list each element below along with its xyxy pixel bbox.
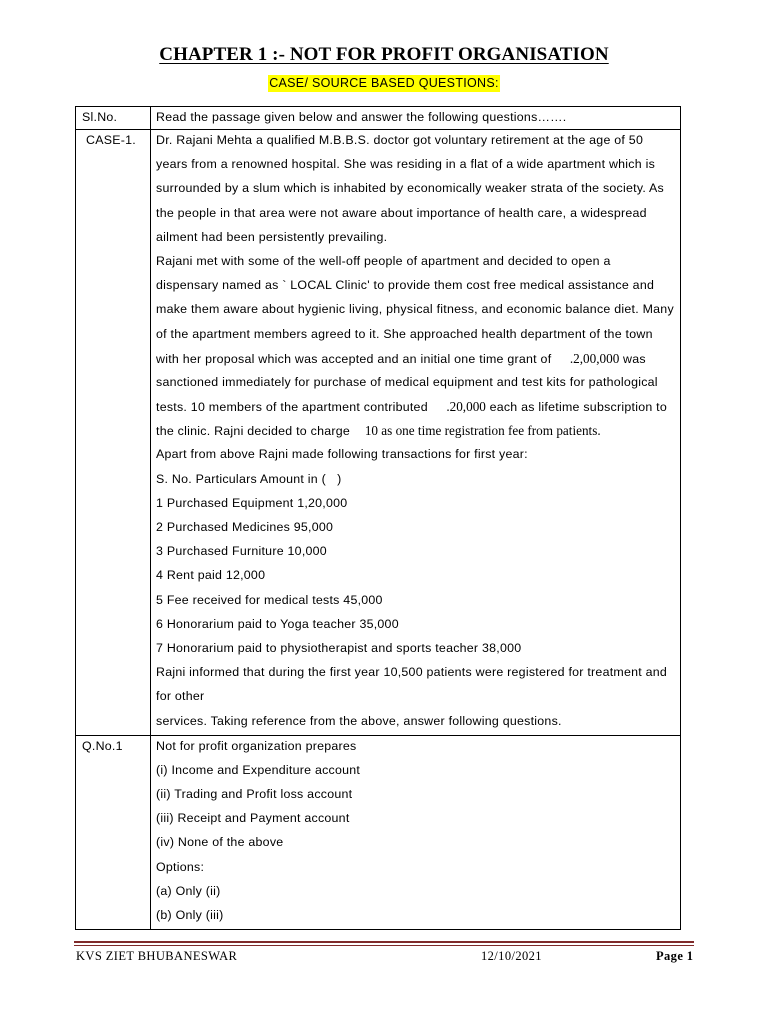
passage-line: ailment had been persistently prevailing. [156,229,388,244]
case-1-row [76,130,681,736]
footer-divider [74,945,694,946]
passage-line: make them aware about hygienic living, physical fitness, and economic balance diet. Many [156,302,674,317]
transaction-item: 1 Purchased Equipment 1,20,000 [156,495,348,510]
option-a: (a) Only (ii) [156,883,221,898]
fee-line [156,420,677,444]
subscription-amount: .20,000 [446,399,486,415]
header-sl-no: Sl.No. [76,107,151,130]
passage-line: the people in that area were not aware about importance of health care, a widespread [156,205,647,220]
transaction-item: 5 Fee received for medical tests 45,000 [156,592,383,607]
passage-line: sanctioned immediately for purchase of medical equipment and test kits for pathological [156,374,658,389]
subscription-line [156,396,677,420]
passage-line: years from a renowned hospital. She was residing in a flat of a wide apartment which is [156,157,656,172]
passage-line: surrounded by a slum which is inhabited by economically weaker strata of the society. As [156,181,664,196]
transactions-intro: Apart from above Rajni made following transactions for first year: [156,447,528,462]
grant-line [156,348,677,372]
closing-line: for other [156,689,205,704]
transaction-item: 2 Purchased Medicines 95,000 [156,520,334,534]
question-statement: (iii) Receipt and Payment account [156,811,350,826]
question-statement: (ii) Trading and Profit loss account [156,787,353,802]
question-1-row [76,735,681,930]
transaction-item: 6 Honorarium paid to Yoga teacher 35,000 [156,616,399,631]
transaction-item: 4 Rent paid 12,000 [156,568,266,583]
transactions-header: S. No. Particulars Amount in ( ) [156,471,342,486]
fee-amount: 10 as one time registration fee from patients. [364,423,601,439]
chapter-title: CHAPTER 1 :- NOT FOR PROFIT ORGANISATION [159,44,609,65]
section-subtitle: CASE/ SOURCE BASED QUESTIONS: [269,76,499,90]
passage-line: of the apartment members agreed to it. She approached health department of the town [156,326,653,341]
question-stem: Not for profit organization prepares [156,738,357,753]
options-label: Options: [156,859,205,874]
passage-line: Rajani met with some of the well-off people of apartment and decided to open a [156,253,611,268]
passage-line: dispensary named as ` LOCAL Clinic' to provide them cost free medical assistance and [156,278,655,293]
question-1-body [151,735,681,930]
footer-date: 12/10/2021 [481,949,542,963]
question-table [75,106,681,930]
question-statement: (iv) None of the above [156,835,284,850]
question-1-label-cell [76,735,151,930]
grant-text: with her proposal which was accepted and an initial one time grant of [156,351,552,366]
question-1-label: Q.No.1 [82,738,123,753]
passage-line: Dr. Rajani Mehta a qualified M.B.B.S. doctor got voluntary retirement at the age of 50 [156,133,644,147]
closing-line: Rajni informed that during the first year 10,500 patients were registered for treatment and [156,665,668,680]
question-statement: (i) Income and Expenditure account [156,762,361,777]
footer-page-number: Page 1 [656,949,694,963]
table-header-row [76,107,681,130]
footer-organization: KVS ZIET BHUBANESWAR [76,949,238,963]
transaction-item: 3 Purchased Furniture 10,000 [156,544,327,559]
grant-amount: .2,00,000 [569,350,620,366]
transaction-item: 7 Honorarium paid to physiotherapist and sports teacher 38,000 [156,640,522,655]
case-1-label: CASE-1. [86,133,136,147]
closing-line: services. Taking reference from the above, answer following questions. [156,713,562,728]
header-instruction: Read the passage given below and answer the following questions……. [151,107,681,130]
grant-text-end: was [623,351,646,366]
footer-divider [74,941,694,943]
case-1-passage [151,130,681,736]
subscription-text: tests. 10 members of the apartment contributed [156,400,428,415]
subscription-text-end: each as lifetime subscription to [489,400,667,415]
subtitle-wrap [0,74,768,92]
case-1-label-cell [76,130,151,736]
fee-text: the clinic. Rajni decided to charge [156,424,351,439]
option-b: (b) Only (iii) [156,908,224,922]
